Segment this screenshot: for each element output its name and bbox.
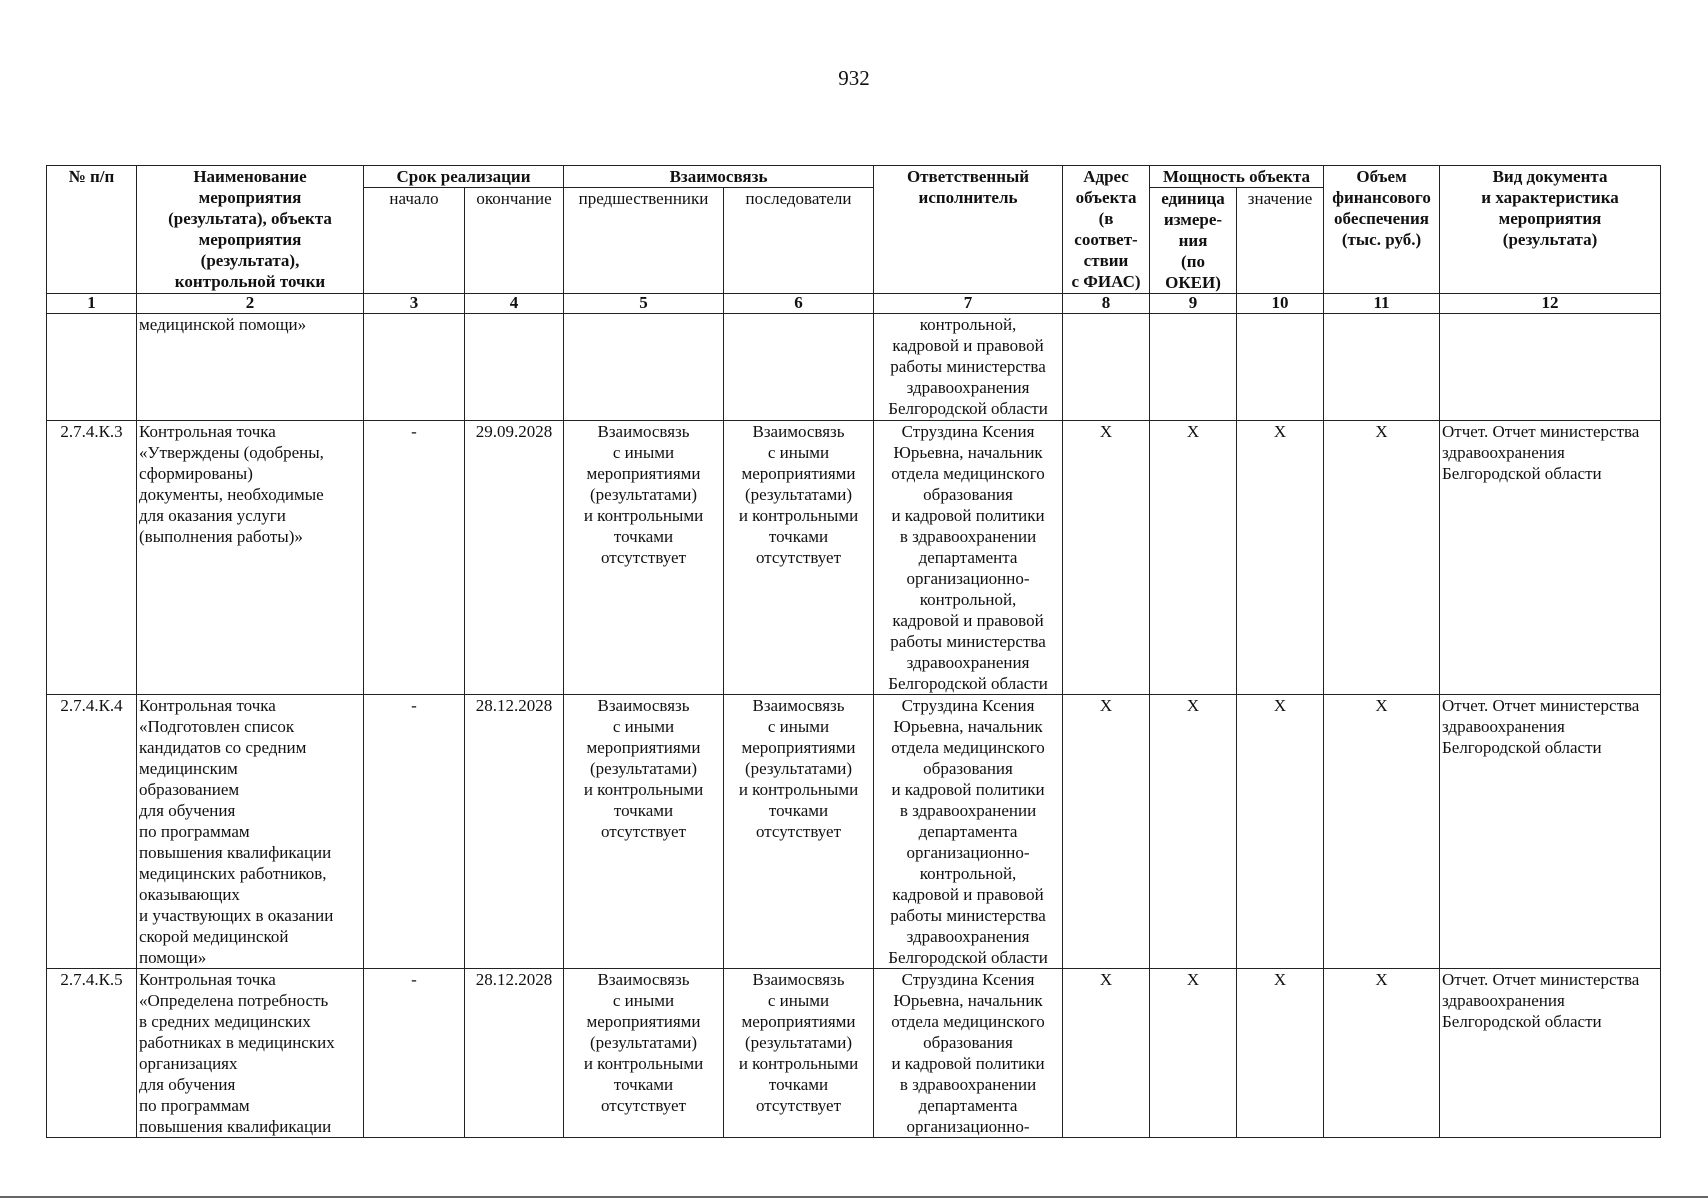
cell-end: 29.09.2028 [465,421,564,695]
header-link: Взаимосвязь [564,166,874,188]
cell-prev [564,314,724,421]
header-term-end: окончание [465,188,564,294]
cell-value: X [1237,421,1324,695]
table-header [47,166,1661,314]
cell-finance [1324,314,1440,421]
cell-finance: X [1324,695,1440,969]
cell-unit [1150,314,1237,421]
cell-unit: X [1150,421,1237,695]
cell-address: X [1063,695,1150,969]
cell-next: Взаимосвязь с иными мероприятиями (результатами) и контрольными точками отсутствует [724,695,874,969]
cell-name: медицинской помощи» [137,314,364,421]
cell-responsible: Струздина Ксения Юрьевна, начальник отдела медицинского образования и кадровой политики в здравоохранении департамента организационно- контрольной, кадровой и правовой работы министерства здравоохранения Белгородской области [874,421,1063,695]
cell-doc: Отчет. Отчет министерства здравоохранения Белгородской области [1440,421,1661,695]
cell-doc [1440,314,1661,421]
cell-responsible: Струздина Ксения Юрьевна, начальник отдела медицинского образования и кадровой политики в здравоохранении департамента организационно- контрольной, кадровой и правовой работы министерства здравоохранения Белгородской области [874,695,1063,969]
column-number: 8 [1063,294,1150,314]
header-doc-type: Вид документа и характеристика мероприятия (результата) [1440,166,1661,294]
cell-next: Взаимосвязь с иными мероприятиями (результатами) и контрольными точками отсутствует [724,969,874,1138]
header-capacity: Мощность объекта [1150,166,1324,188]
cell-responsible: Струздина Ксения Юрьевна, начальник отдела медицинского образования и кадровой политики в здравоохранении департамента организационно- [874,969,1063,1138]
header-finance: Объем финансового обеспечения (тыс. руб.) [1324,166,1440,294]
header-capacity-unit: единица измере- ния (по ОКЕИ) [1150,188,1237,294]
header-link-prev: предшественники [564,188,724,294]
cell-num: 2.7.4.К.3 [47,421,137,695]
cell-finance: X [1324,421,1440,695]
cell-value: X [1237,969,1324,1138]
cell-unit: X [1150,969,1237,1138]
cell-value [1237,314,1324,421]
cell-doc: Отчет. Отчет министерства здравоохранения Белгородской области [1440,969,1661,1138]
column-number: 6 [724,294,874,314]
cell-start: - [364,695,465,969]
column-number: 11 [1324,294,1440,314]
header-term: Срок реализации [364,166,564,188]
page-number: 932 [838,66,870,90]
table-row [47,421,1661,695]
header-num: № п/п [47,166,137,294]
cell-end [465,314,564,421]
cell-prev: Взаимосвязь с иными мероприятиями (результатами) и контрольными точками отсутствует [564,421,724,695]
cell-responsible: контрольной, кадровой и правовой работы министерства здравоохранения Белгородской области [874,314,1063,421]
table-row [47,314,1661,421]
cell-next: Взаимосвязь с иными мероприятиями (результатами) и контрольными точками отсутствует [724,421,874,695]
cell-address [1063,314,1150,421]
cell-num: 2.7.4.К.4 [47,695,137,969]
header-responsible: Ответственный исполнитель [874,166,1063,294]
column-number: 1 [47,294,137,314]
cell-name: Контрольная точка «Утверждены (одобрены, сформированы) документы, необходимые для оказания услуги (выполнения работы)» [137,421,364,695]
cell-prev: Взаимосвязь с иными мероприятиями (результатами) и контрольными точками отсутствует [564,969,724,1138]
header-link-next: последователи [724,188,874,294]
cell-address: X [1063,969,1150,1138]
column-number: 5 [564,294,724,314]
cell-prev: Взаимосвязь с иными мероприятиями (результатами) и контрольными точками отсутствует [564,695,724,969]
table-row [47,695,1661,969]
cell-num: 2.7.4.К.5 [47,969,137,1138]
column-number: 7 [874,294,1063,314]
cell-start: - [364,421,465,695]
table-row [47,969,1661,1138]
header-capacity-value: значение [1237,188,1324,294]
cell-num [47,314,137,421]
column-number: 3 [364,294,465,314]
cell-name: Контрольная точка «Определена потребность в средних медицинских работниках в медицинских организациях для обучения по программам повышения квалификации [137,969,364,1138]
column-number: 10 [1237,294,1324,314]
cell-unit: X [1150,695,1237,969]
cell-next [724,314,874,421]
header-term-start: начало [364,188,465,294]
activities-table [46,165,1661,1138]
cell-end: 28.12.2028 [465,695,564,969]
header-name: Наименование мероприятия (результата), объекта мероприятия (результата), контрольной точки [137,166,364,294]
header-address: Адрес объекта (в соответ- ствии с ФИАС) [1063,166,1150,294]
scan-edge-divider [0,1196,1708,1198]
cell-end: 28.12.2028 [465,969,564,1138]
column-number: 12 [1440,294,1661,314]
cell-value: X [1237,695,1324,969]
cell-start [364,314,465,421]
column-number: 9 [1150,294,1237,314]
cell-address: X [1063,421,1150,695]
cell-finance: X [1324,969,1440,1138]
column-number: 2 [137,294,364,314]
cell-start: - [364,969,465,1138]
table-body [47,314,1661,1138]
cell-name: Контрольная точка «Подготовлен список кандидатов со средним медицинским образованием для обучения по программам повышения квалификации медицинских работников, оказывающих и участвующих в оказании скорой медицинской помощи» [137,695,364,969]
column-number: 4 [465,294,564,314]
cell-doc: Отчет. Отчет министерства здравоохранения Белгородской области [1440,695,1661,969]
